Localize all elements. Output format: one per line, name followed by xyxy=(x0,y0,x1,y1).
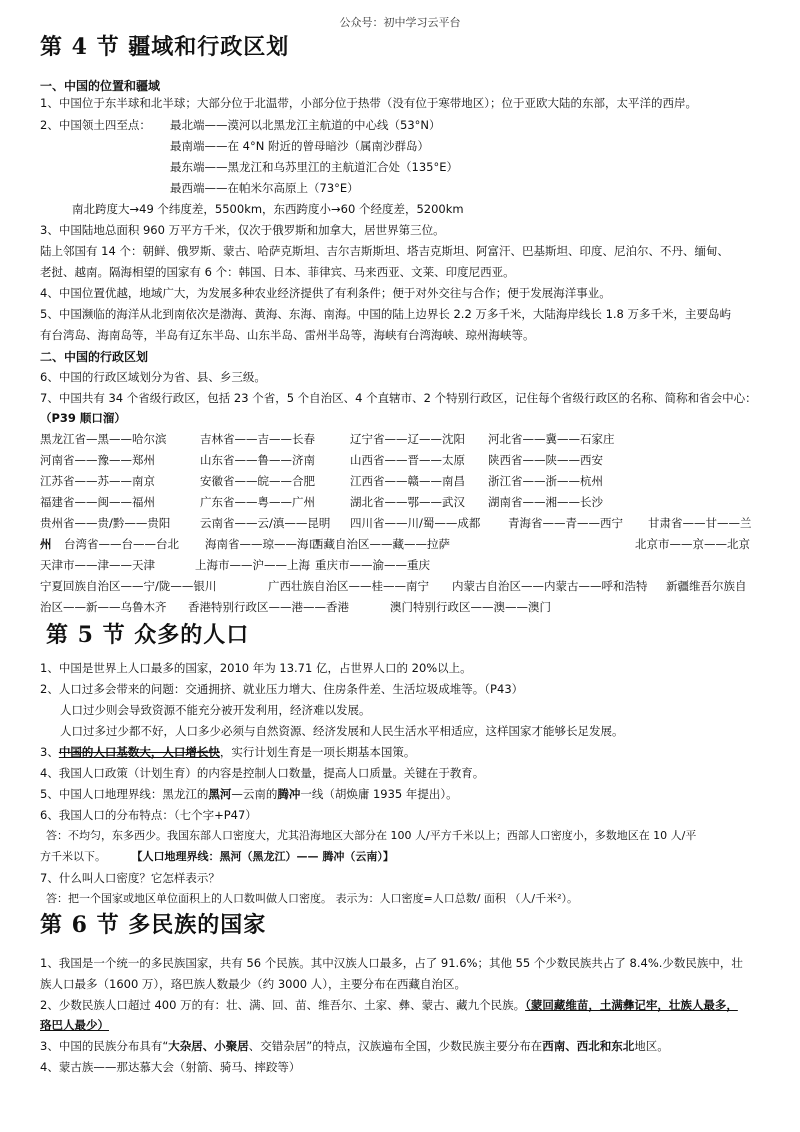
list-item: 陕西省——陕——西安 xyxy=(488,453,603,467)
list-item: 甘肃省——甘——兰 xyxy=(648,516,752,530)
para xyxy=(40,1038,669,1054)
text: 地区。 xyxy=(634,1039,669,1053)
para: 最北端——漠河以北黑龙江主航道的中心线（53°N） xyxy=(170,118,441,132)
key-point: 黑河 xyxy=(208,787,232,801)
list-item: 天津市——津——天津 xyxy=(40,558,155,572)
list-item: 新疆维吾尔族自 xyxy=(666,579,747,593)
list-item: 江苏省——苏——南京 xyxy=(40,474,155,488)
para: 南北跨度大→49 个纬度差，5500km，东西跨度小→60 个经度差，5200km xyxy=(72,202,464,216)
list-item: 澳门特别行政区——澳——澳门 xyxy=(390,600,551,614)
para: 2、人口过多会带来的问题：交通拥挤、就业压力增大、住房条件差、生活垃圾成堆等。（P43） xyxy=(40,682,524,696)
list-item: 辽宁省——辽——沈阳 xyxy=(350,432,465,446)
para: 1、我国是一个统一的多民族国家，共有 56 个民族。其中汉族人口最多，占了 91.6%；其他 55 个少数民族共占了 8.4%.少数民族中，壮 xyxy=(40,956,743,970)
para: 老挝、越南。隔海相望的国家有 6 个：韩国、日本、菲律宾、马来西亚、文莱、印度尼西亚。 xyxy=(40,265,515,279)
text: 一线（胡焕庸 1935 年提出）。 xyxy=(300,787,458,801)
para: 4、蒙古族——那达慕大会（射箭、骑马、摔跤等） xyxy=(40,1060,301,1074)
list-item: 西藏自治区——藏——拉萨 xyxy=(312,537,450,551)
list-item: 浙江省——浙——杭州 xyxy=(488,474,603,488)
para: 3、中国陆地总面积 960 万平方千米，仅次于俄罗斯和加拿大，居世界第三位。 xyxy=(40,223,445,237)
list-item: 内蒙古自治区——内蒙古——呼和浩特 xyxy=(452,579,648,593)
list-item: 州 xyxy=(40,537,52,551)
key-point: 中国的人口基数大，人口增长快 xyxy=(58,745,220,759)
list-item: 北京市——京——北京 xyxy=(635,537,750,551)
para xyxy=(40,786,458,802)
key-point: 西南、西北和东北 xyxy=(542,1039,635,1053)
para: 7、什么叫人口密度？它怎样表示？ xyxy=(40,871,220,885)
para: 1、中国位于东半球和北半球；大部分位于北温带，小部分位于热带（没有位于寒带地区）；位于亚欧大陆的东部，太平洋的西岸。 xyxy=(40,96,698,110)
para: 人口过多过少都不好，人口多少必须与自然资源、经济发展和人民生活水平相适应，这样国家才能够长足发展。 xyxy=(60,724,624,738)
mnemonic: （蒙回藏维苗，土满彝记牢，壮族人最多， xyxy=(525,998,738,1012)
list-item: 黑龙江省—黑——哈尔滨 xyxy=(40,432,167,446)
para: 有台湾岛、海南岛等，半岛有辽东半岛、山东半岛、雷州半岛等，海峡有台湾海峡、琼州海峡等。 xyxy=(40,328,535,342)
list-item: 台湾省——台——台北 xyxy=(64,537,179,551)
para: 族人口最多（1600 万），珞巴族人数最少（约 3000 人），主要分布在西藏自治区。 xyxy=(40,977,466,991)
text: 方千米以下。 xyxy=(40,850,106,863)
answer: 答：把一个国家或地区单位面积上的人口数叫做人口密度。 表示为：人口密度=人口总数/ 面积 （人/千米²）。 xyxy=(46,892,579,905)
list-item: 河北省——冀——石家庄 xyxy=(488,432,615,446)
list-item: 广东省——粤——广州 xyxy=(200,495,315,509)
text: —云南的 xyxy=(231,787,278,801)
key-point: 大杂居、小聚居 xyxy=(168,1039,249,1053)
text: 、交错杂居”的特点，汉族遍布全国，少数民族主要分布在 xyxy=(248,1039,543,1053)
list-item: 宁夏回族自治区——宁/陇——银川 xyxy=(40,579,217,593)
para: 5、中国濒临的海洋从北到南依次是渤海、黄海、东海、南海。中国的陆上边界长 2.2 万多千米，大陆海岸线长 1.8 万多千米，主要岛屿 xyxy=(40,307,732,321)
para: 4、我国人口政策（计划生育）的内容是控制人口数量，提高人口质量。关键在于教育。 xyxy=(40,766,485,780)
list-item: 香港特别行政区——港——香港 xyxy=(188,600,349,614)
text: 3、 xyxy=(40,745,59,759)
answer xyxy=(40,849,394,865)
page-header: 公众号：初中学习云平台 xyxy=(339,16,461,29)
list-item: 山西省——晋——太原 xyxy=(350,453,465,467)
section-5-title: 第 5 节 众多的人口 xyxy=(46,622,250,648)
text: 2、少数民族人口超过 400 万的有：壮、满、回、苗、维吾尔、土家、彝、蒙古、藏九个民族。 xyxy=(40,998,526,1012)
para xyxy=(40,997,738,1013)
list-item: 重庆市——渝——重庆 xyxy=(315,558,430,572)
para xyxy=(40,744,415,760)
text: ，实行计划生育是一项长期基本国策。 xyxy=(219,745,416,759)
para: 陆上邻国有 14 个：朝鲜、俄罗斯、蒙古、哈萨克斯坦、吉尔吉斯斯坦、塔吉克斯坦、阿富汗、巴基斯坦、印度、尼泊尔、不丹、缅甸、 xyxy=(40,244,729,258)
key-point: 【人口地理界线：黑河（黑龙江）—— 腾冲（云南）】 xyxy=(131,850,394,863)
list-item: 四川省——川/蜀——成都 xyxy=(350,516,481,530)
list-item: 贵州省——贵/黔——贵阳 xyxy=(40,516,171,530)
list-item: 云南省——云/滇——昆明 xyxy=(200,516,331,530)
heading-position: 一、中国的位置和疆域 xyxy=(40,79,161,93)
mnemonic: 珞巴人最少） xyxy=(40,1018,109,1032)
list-item: 海南省——琼——海口 xyxy=(205,537,320,551)
para: 最西端——在帕米尔高原上（73°E） xyxy=(170,181,359,195)
list-item: 治区——新——乌鲁木齐 xyxy=(40,600,167,614)
para: 7、中国共有 34 个省级行政区，包括 23 个省，5 个自治区、4 个直辖市、2 个特别行政区，记住每个省级行政区的名称、简称和省会中心： xyxy=(40,391,757,405)
text: 5、中国人口地理界线：黑龙江的 xyxy=(40,787,209,801)
para: 1、中国是世界上人口最多的国家，2010 年为 13.71 亿，占世界人口的 20%以上。 xyxy=(40,661,472,675)
para: 2、中国领土四至点： xyxy=(40,118,151,132)
list-item: 青海省——青——西宁 xyxy=(508,516,623,530)
list-item: 上海市——沪——上海 xyxy=(195,558,310,572)
heading-admin: 二、中国的行政区划 xyxy=(40,350,149,364)
list-item: 福建省——闽——福州 xyxy=(40,495,155,509)
section-6-title: 第 6 节 多民族的国家 xyxy=(40,912,267,938)
list-item: 广西壮族自治区——桂——南宁 xyxy=(268,579,429,593)
list-item: 河南省——豫——郑州 xyxy=(40,453,155,467)
section-4-title: 第 4 节 疆域和行政区划 xyxy=(40,34,290,60)
text: 3、中国的民族分布具有“ xyxy=(40,1039,169,1053)
list-item: 吉林省——吉——长春 xyxy=(200,432,315,446)
para: 最东端——黑龙江和乌苏里江的主航道汇合处（135°E） xyxy=(170,160,458,174)
list-item: 山东省——鲁——济南 xyxy=(200,453,315,467)
answer: 答：不均匀，东多西少。我国东部人口密度大，尤其沿海地区大部分在 100 人/平方千米以上；西部人口密度小，多数地区在 10 人/平 xyxy=(46,829,697,842)
para: 6、中国的行政区域划分为省、县、乡三级。 xyxy=(40,370,266,384)
list-item: 湖北省——鄂——武汉 xyxy=(350,495,465,509)
para: 4、中国位置优越，地域广大，为发展多种农业经济提供了有利条件；便于对外交往与合作；便于发展海洋事业。 xyxy=(40,286,611,300)
para: 6、我国人口的分布特点：（七个字+P47） xyxy=(40,808,257,822)
list-item: 安徽省——皖——合肥 xyxy=(200,474,315,488)
para: 最南端——在 4°N 附近的曾母暗沙（属南沙群岛） xyxy=(170,139,429,153)
list-item: 江西省——赣——南昌 xyxy=(350,474,465,488)
list-item: 湖南省——湘——长沙 xyxy=(488,495,603,509)
para: 人口过少则会导致资源不能充分被开发利用，经济难以发展。 xyxy=(60,703,371,717)
para: （P39 顺口溜） xyxy=(40,411,126,425)
key-point: 腾冲 xyxy=(277,787,301,801)
